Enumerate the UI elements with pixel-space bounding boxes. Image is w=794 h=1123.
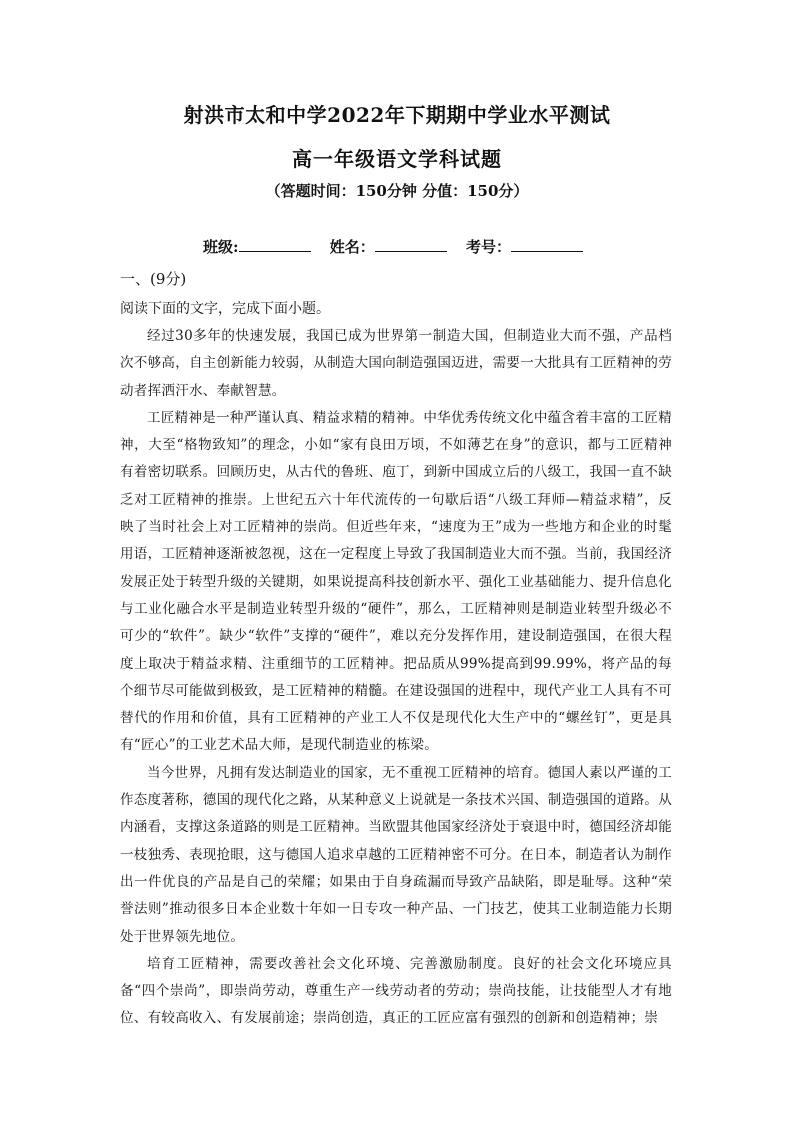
name-blank[interactable] [375,238,447,252]
exam-number-label: 考号： [466,238,512,256]
reading-instruction: 阅读下面的文字，完成下面小题。 [120,301,330,317]
passage-paragraph: 当今世界，凡拥有发达制造业的国家，无不重视工匠精神的培育。德国人素以严谨的工作态度著称，德国的现代化之路，从某种意义上说就是一条技术兴国、制造强国的道路。从内涵看，支撑这条道路的则是工匠精神。当欧盟其他国家经济处于衰退中时，德国经济却能一枝独秀、表现抢眼，这与德国人追求卓越的工匠精神密不可分。在日本，制造者认为制作出一件优良的产品是自己的荣耀；如果由于自身疏漏而导致产品缺陷，即是耻辱。这种“荣誉法则”推动很多日本企业数十年如一日专攻一种产品、一门技艺，使其工业制造能力长期处于世界领先地位。 [120,764,672,945]
name-field [330,236,447,257]
passage-paragraph: 经过30多年的快速发展，我国已成为世界第一制造大国，但制造业大而不强，产品档次不够高，自主创新能力较弱，从制造大国向制造强国迈进，需要一大批具有工匠精神的劳动者挥洒汗水、奉献智慧。 [120,328,672,399]
passage-paragraph: 工匠精神是一种严谨认真、精益求精的精神。中华优秀传统文化中蕴含着丰富的工匠精神，大至“格物致知”的理念，小如“家有良田万顷，不如薄艺在身”的意识，都与工匠精神有着密切联系。回顾历史，从古代的鲁班、庖丁，到新中国成立后的八级工，我国一直不缺乏对工匠精神的推崇。上世纪五六十年代流传的一句歇后语“八级工拜师—精益求精”，反映了当时社会上对工匠精神的崇尚。但近些年来，“速度为王”成为一些地方和企业的时髦用语，工匠精神逐渐被忽视，这在一定程度上导致了我国制造业大而不强。当前，我国经济发展正处于转型升级的关键期，如果说提高科技创新水平、强化工业基础能力、提升信息化与工业化融合水平是制造业转型升级的“硬件”，那么，工匠精神则是制造业转型升级必不可少的“软件”。缺少“软件”支撑的“硬件”，难以充分发挥作用，建设制造强国，在很大程度上取决于精益求精、注重细节的工匠精神。把品质从99%提高到99.99%，将产品的每个细节尽可能做到极致，是工匠精神的精髓。在建设强国的进程中，现代产业工人具有不可替代的作用和价值，具有工匠精神的产业工人不仅是现代化大生产中的“螺丝钉”，更是具有“匠心”的工业艺术品大师，是现代制造业的栋梁。 [120,409,672,754]
exam-time-score: （答题时间：150分钟 分值：150分） [265,182,529,200]
class-blank[interactable] [239,238,311,252]
exam-number-field [466,236,583,257]
class-label: 班级: [203,238,239,256]
student-info-row [203,236,597,257]
class-field [203,236,311,257]
section-heading: 一、(9分) [120,270,187,288]
name-label: 姓名： [329,238,375,256]
exam-title: 射洪市太和中学2022年下期期中学业水平测试 [183,103,611,127]
exam-number-blank[interactable] [511,238,583,252]
exam-subtitle: 高一年级语文学科试题 [292,147,502,171]
passage-paragraph: 培育工匠精神，需要改善社会文化环境、完善激励制度。良好的社会文化环境应具备“四个崇尚”，即崇尚劳动，尊重生产一线劳动者的劳动；崇尚技能，让技能型人才有地位、有较高收入、有发展前途；崇尚创造，真正的工匠应富有强烈的创新和创造精神；崇 [120,955,672,1027]
reading-passage [120,323,672,1033]
